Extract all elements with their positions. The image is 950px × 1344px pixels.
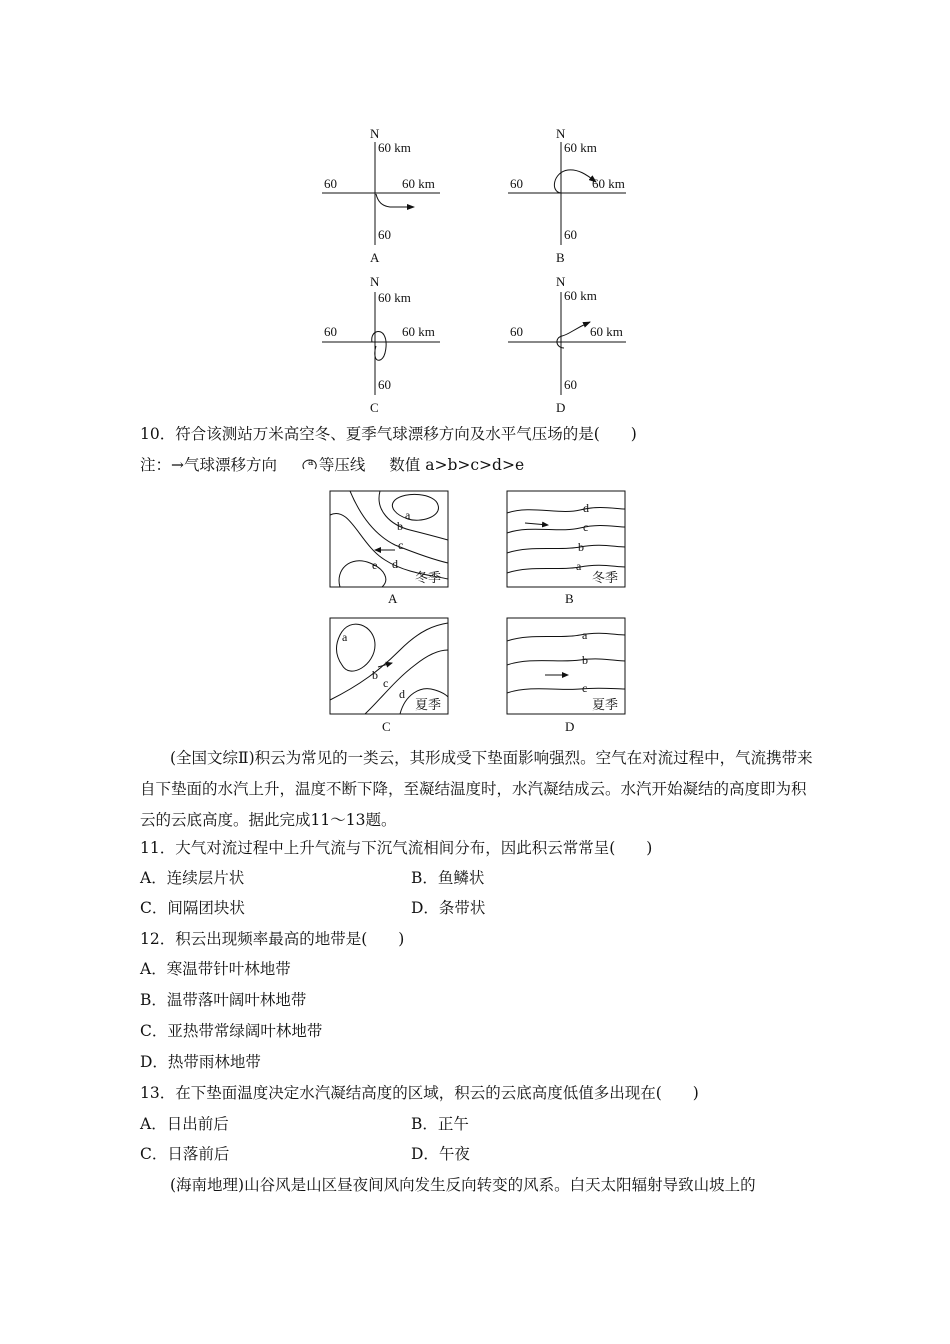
- axis-right-label: 60 km: [402, 324, 435, 339]
- panel-label: B: [565, 591, 574, 606]
- q11-option-c: C．间隔团块状: [140, 899, 245, 917]
- drift-path: [376, 194, 414, 207]
- axis-right-label: 60 km: [590, 324, 623, 339]
- axis-left-label: 60: [324, 176, 337, 191]
- right-arrow-icon: →: [171, 456, 185, 474]
- svg-text:b: b: [582, 653, 588, 667]
- q11-stem: 11．大气对流过程中上升气流与下沉气流相间分布，因此积云常常呈( ): [140, 839, 653, 857]
- season-label: 夏季: [415, 697, 442, 712]
- svg-text:d: d: [583, 501, 589, 515]
- svg-text:c: c: [398, 538, 404, 552]
- panel-label: C: [382, 719, 391, 734]
- panel-label: D: [556, 400, 566, 415]
- drift-panel-a: [322, 126, 440, 265]
- q12-option-d: D．热带雨林地带: [140, 1053, 261, 1071]
- q13-option-a: A．日出前后: [140, 1115, 229, 1133]
- north-label: N: [556, 274, 566, 289]
- north-label: N: [370, 274, 380, 289]
- axis-bottom-label: 60: [564, 227, 577, 242]
- isobar-panel-a: [330, 491, 448, 606]
- svg-text:c: c: [582, 681, 588, 695]
- isobar-icon: [301, 456, 319, 472]
- q13-option-b: B．正午: [411, 1115, 469, 1133]
- north-label: N: [370, 126, 380, 141]
- svg-text:d: d: [399, 687, 405, 701]
- season-label: 夏季: [592, 697, 619, 712]
- axis-left-label: 60: [510, 176, 523, 191]
- q13-stem: 13．在下垫面温度决定水汽凝结高度的区域，积云的云底高度低值多出现在( ): [140, 1084, 699, 1102]
- axis-bottom-label: 60: [378, 227, 391, 242]
- season-label: 冬季: [415, 570, 442, 585]
- north-label: N: [556, 126, 566, 141]
- axis-right-label: 60 km: [592, 176, 625, 191]
- drift-path: [372, 331, 386, 360]
- axis-left-label: 60: [324, 324, 337, 339]
- passage-cumulus: (全国文综Ⅱ)积云为常见的一类云，其形成受下垫面影响强烈。空气在对流过程中，气流携带来自下垫面的水汽上升，温度不断下降，至凝结温度时，水汽凝结成云。水汽开始凝结的高度即为积云的云底高度。据此完成11～13题。: [140, 749, 813, 829]
- panel-label: D: [565, 719, 575, 734]
- q11-option-d: D．条带状: [411, 899, 486, 917]
- panel-label: B: [556, 250, 565, 265]
- svg-text:b: b: [397, 519, 403, 533]
- note-arrow-text: 气球漂移方向: [184, 456, 278, 474]
- q12-option-c: C．亚热带常绿阔叶林地带: [140, 1022, 323, 1040]
- note-values: 数值 a>b>c>d>e: [389, 456, 525, 474]
- note-prefix: 注：: [140, 456, 172, 474]
- svg-text:b: b: [578, 540, 584, 554]
- note-isobar-text: 等压线: [318, 456, 366, 474]
- q12-stem: 12．积云出现频率最高的地带是( ): [140, 930, 405, 948]
- panel-label: C: [370, 400, 379, 415]
- drift-panel-c: [322, 274, 440, 415]
- svg-text:a: a: [576, 559, 582, 573]
- q13-option-c: C．日落前后: [140, 1145, 230, 1163]
- axis-bottom-label: 60: [378, 377, 391, 392]
- panel-label: A: [370, 250, 380, 265]
- svg-text:b: b: [372, 668, 378, 682]
- passage-valley-wind: (海南地理)山谷风是山区昼夜间风向发生反向转变的风系。白天太阳辐射导致山坡上的: [170, 1176, 756, 1194]
- q13-option-d: D．午夜: [411, 1145, 470, 1163]
- isobar-figure: [320, 485, 640, 740]
- drift-path: [557, 322, 590, 348]
- isobar-panel-d: [507, 618, 625, 734]
- svg-text:a: a: [307, 458, 314, 468]
- svg-text:c: c: [383, 676, 389, 690]
- panel-label: A: [388, 591, 398, 606]
- balloon-drift-figure: [310, 120, 650, 420]
- axis-top-label: 60 km: [564, 140, 597, 155]
- svg-text:d: d: [392, 557, 398, 571]
- axis-top-label: 60 km: [378, 290, 411, 305]
- q12-option-b: B．温带落叶阔叶林地带: [140, 991, 307, 1009]
- q11-option-b: B．鱼鳞状: [411, 869, 485, 887]
- drift-panel-b: [508, 126, 626, 265]
- svg-text:a: a: [582, 628, 588, 642]
- axis-bottom-label: 60: [564, 377, 577, 392]
- drift-panel-d: [508, 274, 626, 415]
- q12-option-a: A．寒温带针叶林地带: [140, 960, 291, 978]
- axis-top-label: 60 km: [378, 140, 411, 155]
- q11-option-a: A．连续层片状: [140, 869, 245, 887]
- season-label: 冬季: [592, 570, 619, 585]
- svg-text:a: a: [342, 630, 348, 644]
- svg-text:a: a: [405, 508, 411, 522]
- axis-top-label: 60 km: [564, 288, 597, 303]
- isobar-panel-c: [330, 618, 448, 734]
- axis-right-label: 60 km: [402, 176, 435, 191]
- axis-left-label: 60: [510, 324, 523, 339]
- isobar-panel-b: [507, 491, 625, 606]
- svg-text:e: e: [372, 558, 378, 572]
- q10-note: [140, 455, 524, 475]
- svg-text:c: c: [583, 520, 589, 534]
- q10-stem: 10．符合该测站万米高空冬、夏季气球漂移方向及水平气压场的是( ): [140, 425, 637, 443]
